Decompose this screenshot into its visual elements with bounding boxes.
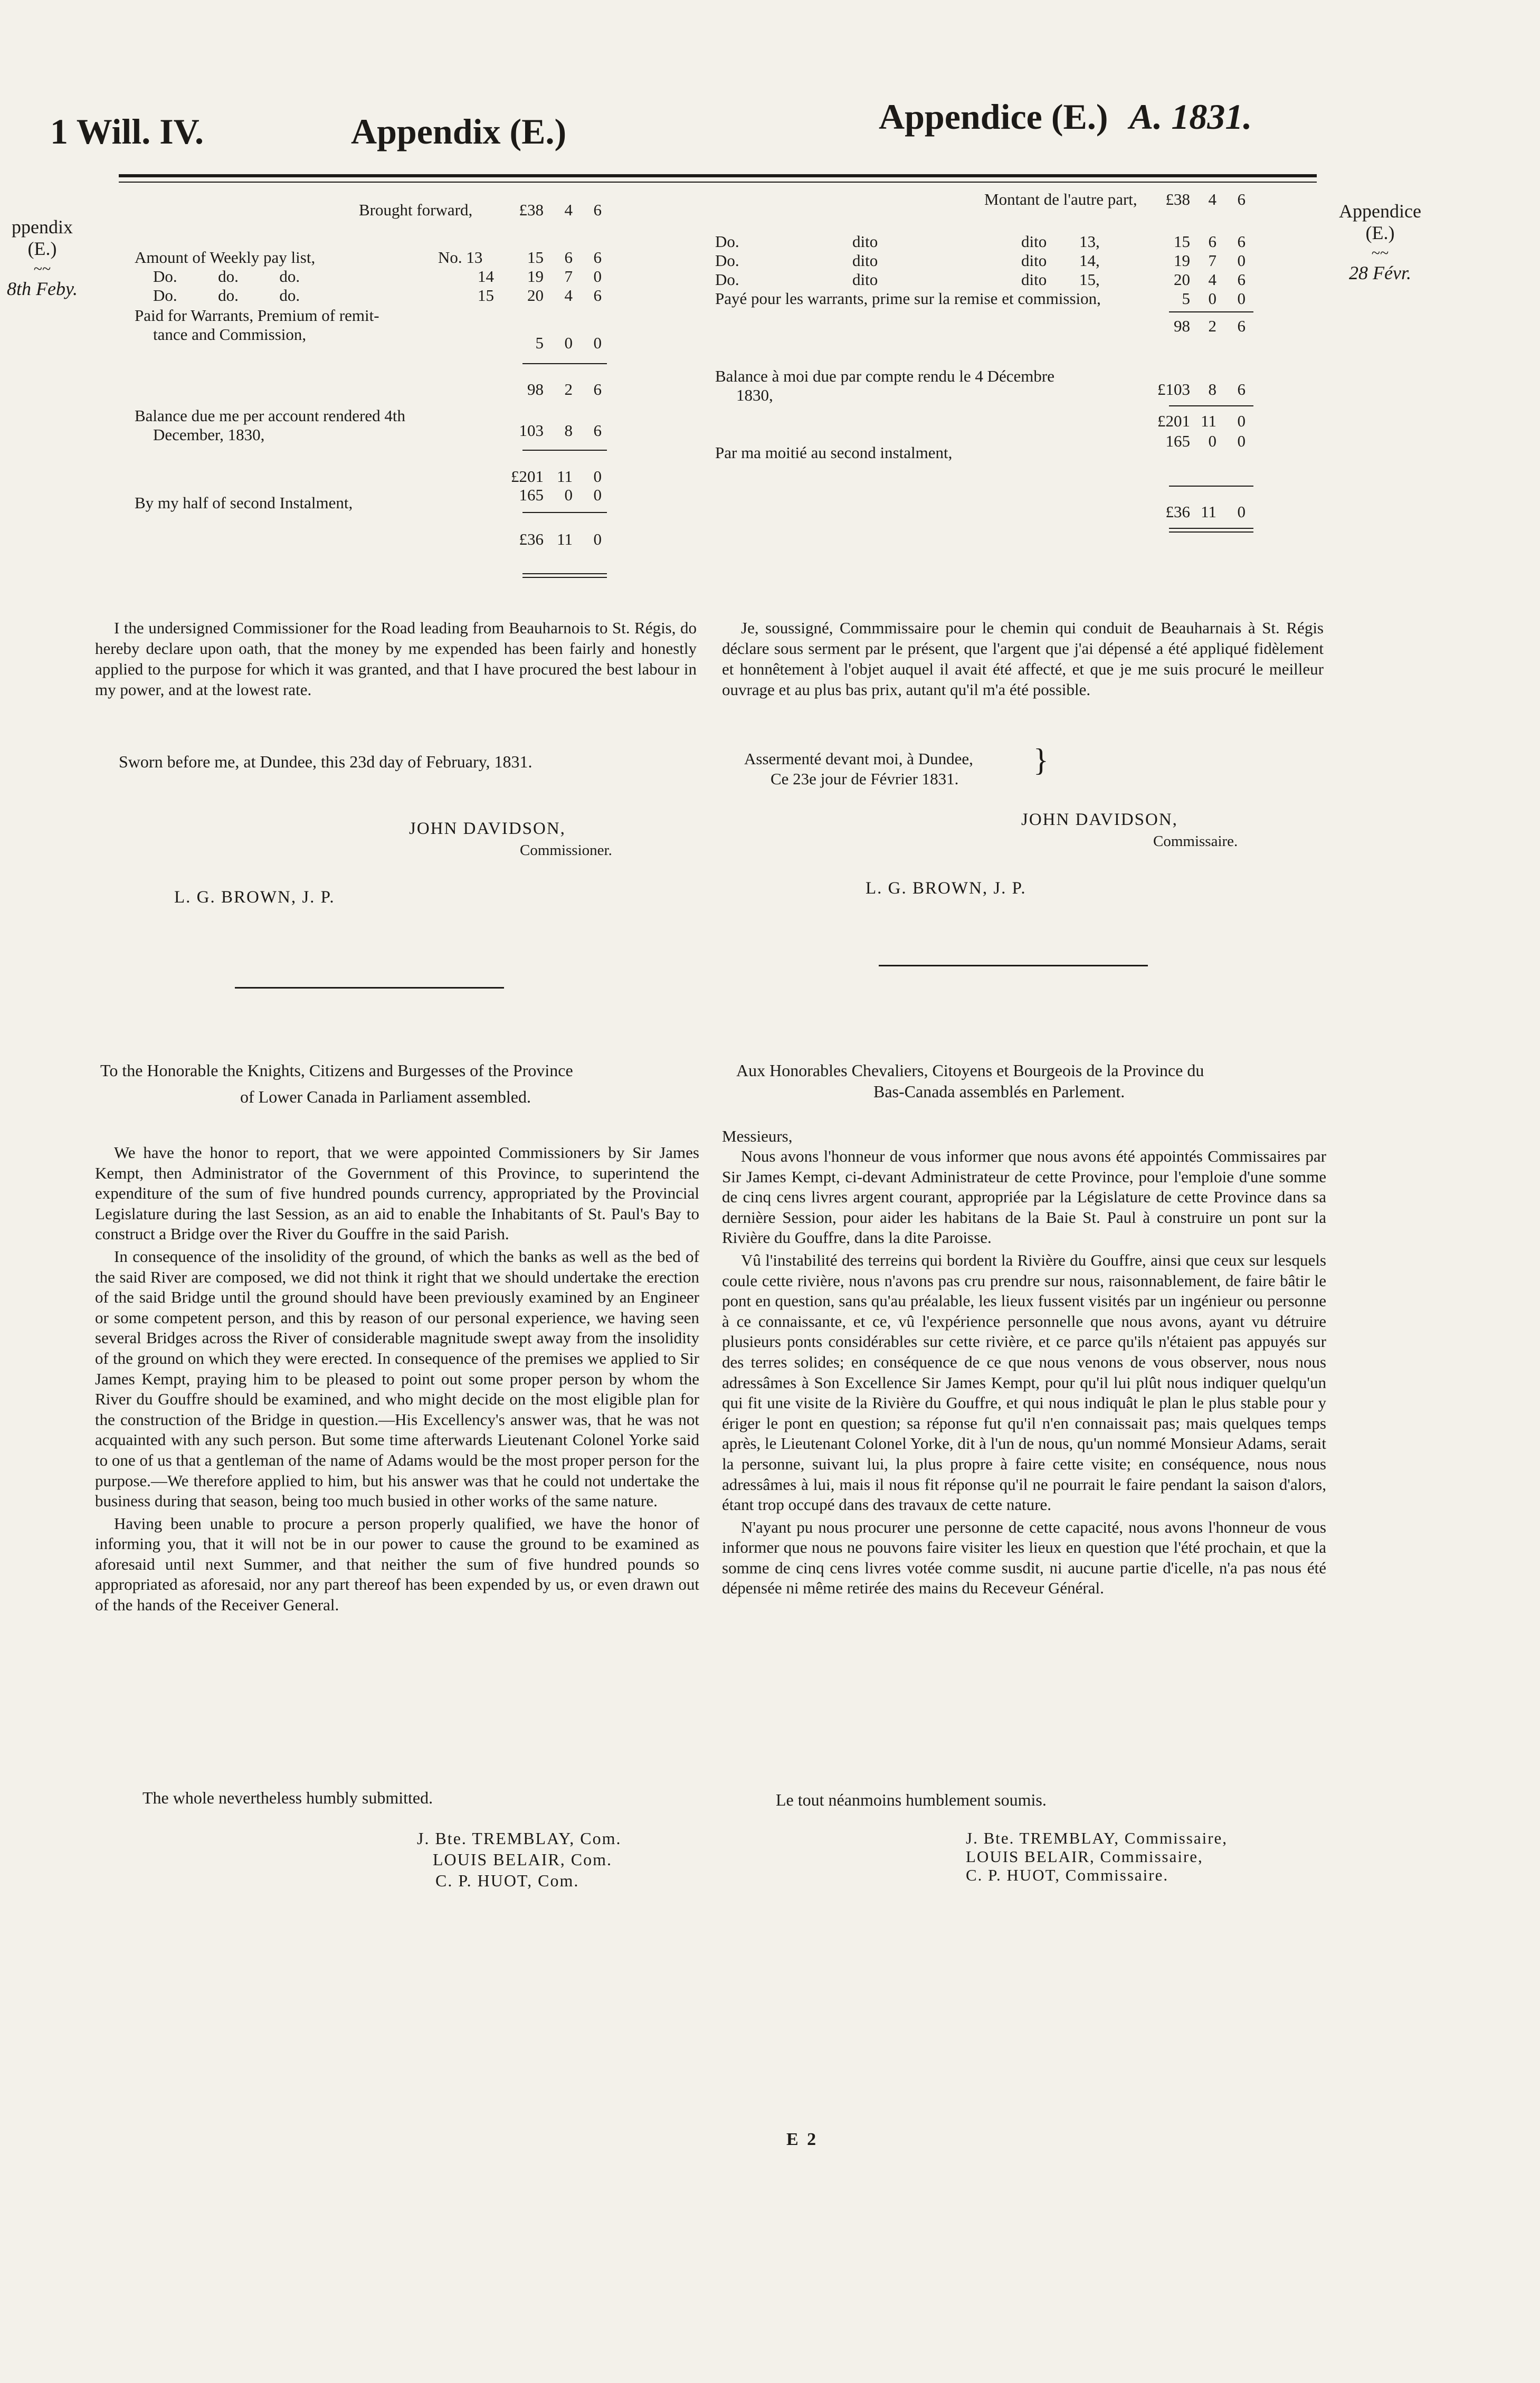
account-en-row-shillings: 4 [564, 286, 573, 305]
account-fr-row-no: 15, [1079, 270, 1100, 289]
oath-en-sworn: Sworn before me, at Dundee, this 23d day of February, 1831. [119, 752, 533, 771]
account-en-warrants-shillings: 0 [564, 334, 573, 352]
account-en-warrants-pounds: 5 [535, 334, 544, 352]
account-en-row-shillings: 6 [564, 248, 573, 267]
header-year: A. 1831. [1129, 97, 1252, 137]
oath-fr-signer: JOHN DAVIDSON, [1021, 810, 1178, 829]
account-fr-rule [1169, 486, 1253, 487]
petition-fr-signer: J. Bte. TREMBLAY, Commissaire, [966, 1829, 1228, 1847]
account-en-warrants-label-cont: tance and Commission, [153, 325, 307, 344]
account-en-row-no: 15 [478, 286, 494, 305]
account-en-balance-pence: 6 [593, 421, 602, 440]
account-en-row-pence: 6 [593, 248, 602, 267]
account-en-rule [522, 450, 607, 451]
margin-note-left [0, 216, 84, 300]
petition-fr-paragraph: N'ayant pu nous procurer une personne de cette capacité, nous avons l'honneur de vous informer que nous ne pouvons faire visiter les lieux en question que l'été prochain, et que la somme de cinq cens livres votée comme susdit, ni aucune partie d'icelle, n'a pas nous été dépensée ni même retirée des mains du Receveur Général. [722, 1517, 1326, 1598]
account-en-brought-forward-label: Brought forward, [359, 201, 473, 219]
account-en-bf-pence: 6 [593, 201, 602, 219]
petition-en-address: To the Honorable the Knights, Citizens and Burgesses of the Province [100, 1061, 573, 1080]
account-en-row-label: Do. do. do. [153, 286, 300, 305]
account-en-total-pence: 0 [593, 467, 602, 486]
account-en-rule-double [522, 577, 607, 578]
account-fr-row-pence: 6 [1237, 232, 1246, 251]
margin-note-right-title: Appendice [1339, 201, 1421, 222]
account-fr-rule-double [1169, 528, 1253, 529]
oath-fr-sworn-2: Ce 23e jour de Février 1831. [771, 770, 959, 788]
margin-note-right [1327, 201, 1433, 284]
account-en-row-pounds: 19 [527, 267, 544, 286]
account-en-total-pounds: £201 [511, 467, 544, 486]
account-fr-row-dito: dito [1021, 251, 1047, 270]
header-session: 1 Will. IV. [50, 111, 204, 151]
account-fr-row-do: Do. [715, 251, 739, 270]
account-fr-row-pence: 6 [1237, 270, 1246, 289]
account-fr-rule [1169, 405, 1253, 406]
account-fr-total-pounds: £201 [1157, 412, 1190, 430]
account-fr-warrants-pounds: 5 [1182, 289, 1190, 308]
header-title-fr: Appendice (E.) [879, 97, 1108, 137]
account-en-warrants-pence: 0 [593, 334, 602, 352]
account-en-row-pounds: 15 [527, 248, 544, 267]
account-fr [715, 179, 1327, 538]
account-en-row-no: 14 [478, 267, 494, 286]
account-en-final-shillings: 11 [557, 530, 573, 548]
account-fr-row-pounds: 15 [1174, 232, 1190, 251]
account-fr-half-shillings: 0 [1208, 432, 1216, 450]
account-fr-row-no: 14, [1079, 251, 1100, 270]
account-en-balance-pounds: 103 [519, 421, 544, 440]
margin-note-left-date: 8th Feby. [7, 278, 78, 300]
oath-fr-brace: } [1033, 743, 1049, 777]
petition-en-paragraph: We have the honor to report, that we were appointed Commissioners by Sir James Kempt, then Administrator of the Government of this Province, to superintend the expenditure of the sum of five hundred pounds currency, appropriated by the Provincial Legislature during the last Session, as an aid to enable the Inhabitants of St. Paul's Bay to construct a Bridge over the River du Gouffre in the said Parish. [95, 1143, 699, 1243]
account-fr-rule [1169, 311, 1253, 312]
petition-en-signer: J. Bte. TREMBLAY, Com. [417, 1829, 622, 1848]
account-en-rule-double [522, 573, 607, 574]
petition-fr-signer: LOUIS BELAIR, Commissaire, [966, 1847, 1203, 1866]
account-en-row-pounds: 20 [527, 286, 544, 305]
petition-fr-paragraph: Vû l'instabilité des terreins qui bordent la Rivière du Gouffre, ainsi que ceux sur lesquels coule cette rivière, nous n'avons pas cru prendre sur nous, raisonnablement, de faire bâtir le pont en question, sans qu'au préalable, les lieux fussent visités par un ingénieur ou personne à ce connaissante, et ce, vû l'expérience personnelle que nous avons, ayant vu détruire plusieurs ponts considérables sur cette rivière, et ce parce qu'ils n'étaient pas appuyés sur des terres solides; en conséquence de ce que nous venons de vous observer, nous nous adressâmes à Son Excellence Sir James Kempt, pour qu'il lui plût nous indiquer quelqu'un qui fit une visite de la Rivière du Gouffre, et qui nous indiquât le plan le plus stable pour y ériger le pont en question; sa réponse fut qu'il n'en connaissait pas; mais quelques temps après, le Lieutenant Colonel Yorke, dit à l'un de nous, qu'un nommé Monsieur Adams, serait la personne, suivant lui, la plus propre à faire cette visite; en conséquence, nous nous adressâmes à lui, mais il nous fit réponse qu'il ne pourrait le faire pendant la saison d'alors, étant trop occupé dans des travaux de cette nature. [722, 1250, 1326, 1514]
account-fr-total-pence: 0 [1237, 412, 1246, 430]
account-en [132, 195, 681, 581]
oath-fr-signer-title: Commissaire. [1153, 833, 1238, 850]
signature-mark: E 2 [786, 2130, 819, 2149]
account-fr-row-dito: dito [1021, 270, 1047, 289]
account-en-balance-shillings: 8 [564, 421, 573, 440]
account-fr-row-do: Do. [715, 232, 739, 251]
account-en-row-pence: 0 [593, 267, 602, 286]
account-fr-subtotal-pounds: 98 [1174, 317, 1190, 335]
petition-en-signer: C. P. HUOT, Com. [435, 1871, 579, 1890]
oath-fr-paragraph: Je, soussigné, Commmissaire pour le chemin qui conduit de Beauharnais à St. Régis déclare sous serment par le présent, que l'argent que j'ai dépensé a été appliqué fidèlement et honnêtement à l'objet auquel il avait été affecté, et que je me suis procuré le meilleur ouvrage et au plus bas prix, autant qu'il m'a été possible. [722, 619, 1324, 699]
account-en-bf-pounds: £38 [519, 201, 544, 219]
account-fr-rule-double [1169, 531, 1253, 533]
account-fr-balance-pounds: £103 [1157, 380, 1190, 398]
account-fr-row-shillings: 6 [1208, 232, 1216, 251]
account-fr-balance-pence: 6 [1237, 380, 1246, 398]
account-en-subtotal-pounds: 98 [527, 380, 544, 398]
account-en-row-label: Amount of Weekly pay list, [135, 248, 316, 267]
account-en-row-no: No. 13 [438, 248, 483, 267]
account-fr-final-shillings: 11 [1201, 502, 1216, 521]
margin-note-right-date: 28 Févr. [1349, 262, 1411, 284]
account-fr-warrants-shillings: 0 [1208, 289, 1216, 308]
account-en-rule [522, 512, 607, 513]
account-fr-bf-pounds: £38 [1165, 190, 1190, 208]
petition-en-signer: LOUIS BELAIR, Com. [433, 1850, 612, 1869]
account-en-half-pence: 0 [593, 486, 602, 504]
petition-fr-salutation: Messieurs, [722, 1127, 793, 1145]
account-fr-balance-label-cont: 1830, [736, 386, 773, 404]
account-en-balance-label: Balance due me per account rendered 4th [135, 406, 405, 425]
margin-note-left-title: ppendix [12, 216, 73, 238]
oath-en-paragraph: I the undersigned Commissioner for the Road leading from Beauharnois to St. Régis, do hereby declare upon oath, that the money by me expended has been fairly and honestly applied to the purpose for which it was granted, and that I have procured the best labour in my power, and at the lowest rate. [95, 619, 697, 699]
account-fr-row-dito: dito [1021, 232, 1047, 251]
account-fr-row-do: Do. [715, 270, 739, 289]
section-divider-fr [879, 965, 1148, 966]
account-fr-row-dito: dito [852, 232, 878, 251]
petition-fr-body [722, 1146, 1326, 1601]
account-fr-warrants-label: Payé pour les warrants, prime sur la remise et commission, [715, 289, 1101, 308]
account-fr-half-label: Par ma moitié au second instalment, [715, 443, 953, 462]
account-fr-final-pounds: £36 [1165, 502, 1190, 521]
account-en-total-shillings: 11 [557, 467, 573, 486]
account-en-balance-label-cont: December, 1830, [153, 425, 265, 444]
account-fr-bf-shillings: 4 [1208, 190, 1216, 208]
margin-note-left-ref: (E.) [27, 238, 57, 260]
account-en-rule [522, 363, 607, 364]
account-fr-bf-pence: 6 [1237, 190, 1246, 208]
account-fr-balance-shillings: 8 [1208, 380, 1216, 398]
account-fr-row-pounds: 19 [1174, 251, 1190, 270]
account-fr-brought-forward-label: Montant de l'autre part, [984, 190, 1137, 208]
section-divider-en [235, 987, 504, 989]
margin-note-right-swash: ~~ [1371, 244, 1389, 262]
header-rule-thick [119, 174, 1317, 177]
account-en-bf-shillings: 4 [564, 201, 573, 219]
account-fr-subtotal-pence: 6 [1237, 317, 1246, 335]
account-en-final-pounds: £36 [519, 530, 544, 548]
petition-fr-signer: C. P. HUOT, Commissaire. [966, 1866, 1169, 1884]
account-fr-balance-label: Balance à moi due par compte rendu le 4 Décembre [715, 367, 1054, 385]
account-fr-row-dito: dito [852, 251, 878, 270]
oath-fr-sworn-1: Assermenté devant moi, à Dundee, [744, 749, 973, 768]
account-en-subtotal-shillings: 2 [564, 380, 573, 398]
account-en-warrants-label: Paid for Warrants, Premium of remit- [135, 306, 379, 325]
account-en-final-pence: 0 [593, 530, 602, 548]
account-fr-half-pence: 0 [1237, 432, 1246, 450]
account-fr-row-shillings: 4 [1208, 270, 1216, 289]
header-title-en: Appendix (E.) [351, 111, 567, 151]
petition-en-closing: The whole nevertheless humbly submitted. [142, 1788, 433, 1807]
petition-en-body [95, 1143, 699, 1618]
oath-en-text [95, 618, 697, 702]
account-en-row-label: Do. do. do. [153, 267, 300, 286]
account-en-row-shillings: 7 [564, 267, 573, 286]
account-fr-subtotal-shillings: 2 [1208, 317, 1216, 335]
account-en-half-label: By my half of second Instalment, [135, 493, 353, 512]
petition-fr-closing: Le tout néanmoins humblement soumis. [776, 1790, 1047, 1809]
petition-en-paragraph: In consequence of the insolidity of the ground, of which the banks as well as the bed of the said River are composed, we did not think it right that we should undertake the erection of the said Bridge until the ground should have been previously examined by an Engineer or some competent person, and this by reason of our personal experience, we having seen several Bridges across the River of considerable magnitude swept away from the insolidity of the ground on which they were erected. In consequence of the premises we applied to Sir James Kempt, praying him to be pleased to point out some proper person by whom the River du Gouffre should be examined, and who might decide on the most eligible plan for the construction of the Bridge in question.—His Excellency's answer was, that he was not acquainted with any such person. But some time afterwards Lieutenant Colonel Yorke said to one of us that a gentleman of the name of Adams would be the most proper person for the purpose.—We therefore applied to him, but his answer was that he could not undertake the business during that season, being too much busied in other works of the same nature. [95, 1247, 699, 1511]
oath-fr-jp: L. G. BROWN, J. P. [866, 879, 1026, 898]
petition-fr-paragraph: Nous avons l'honneur de vous informer que nous avons été appointés Commissaires par Sir James Kempt, ci-devant Administrateur de cette Province, pour l'emploie d'une somme de cinq cens livres argent courant, appropriée par la Législature de cette Province dans sa dernière Session, pour aider les habitans de la Baie St. Paul à construire un pont sur la Rivière du Gouffre, dans la dite Paroisse. [722, 1147, 1326, 1247]
oath-en-signer-title: Commissioner. [520, 842, 612, 859]
oath-fr-text [722, 618, 1324, 702]
margin-note-left-swash: ~~ [33, 260, 51, 278]
account-fr-row-dito: dito [852, 270, 878, 289]
margin-note-right-ref: (E.) [1365, 222, 1395, 244]
account-fr-row-pence: 0 [1237, 251, 1246, 270]
account-fr-row-shillings: 7 [1208, 251, 1216, 270]
oath-en-jp: L. G. BROWN, J. P. [174, 888, 335, 907]
account-fr-row-no: 13, [1079, 232, 1100, 251]
petition-fr-address-cont: Bas-Canada assemblés en Parlement. [873, 1082, 1125, 1101]
petition-en-paragraph: Having been unable to procure a person properly qualified, we have the honor of informing you, that it will not be in our power to cause the ground to be examined as aforesaid until next Summer, and that neither the sum of five hundred pounds so appropriated as aforesaid, nor any part thereof has been expended by us, or even drawn out of the hands of the Receiver General. [95, 1514, 699, 1615]
account-en-row-pence: 6 [593, 286, 602, 305]
account-en-half-pounds: 165 [519, 486, 544, 504]
account-fr-half-pounds: 165 [1165, 432, 1190, 450]
oath-en-signer: JOHN DAVIDSON, [409, 819, 566, 838]
account-fr-warrants-pence: 0 [1237, 289, 1246, 308]
account-en-subtotal-pence: 6 [593, 380, 602, 398]
account-fr-total-shillings: 11 [1201, 412, 1216, 430]
petition-en-address-cont: of Lower Canada in Parliament assembled. [240, 1087, 531, 1106]
petition-fr-address: Aux Honorables Chevaliers, Citoyens et Bourgeois de la Province du [736, 1061, 1204, 1080]
account-fr-final-pence: 0 [1237, 502, 1246, 521]
account-fr-row-pounds: 20 [1174, 270, 1190, 289]
account-en-half-shillings: 0 [564, 486, 573, 504]
